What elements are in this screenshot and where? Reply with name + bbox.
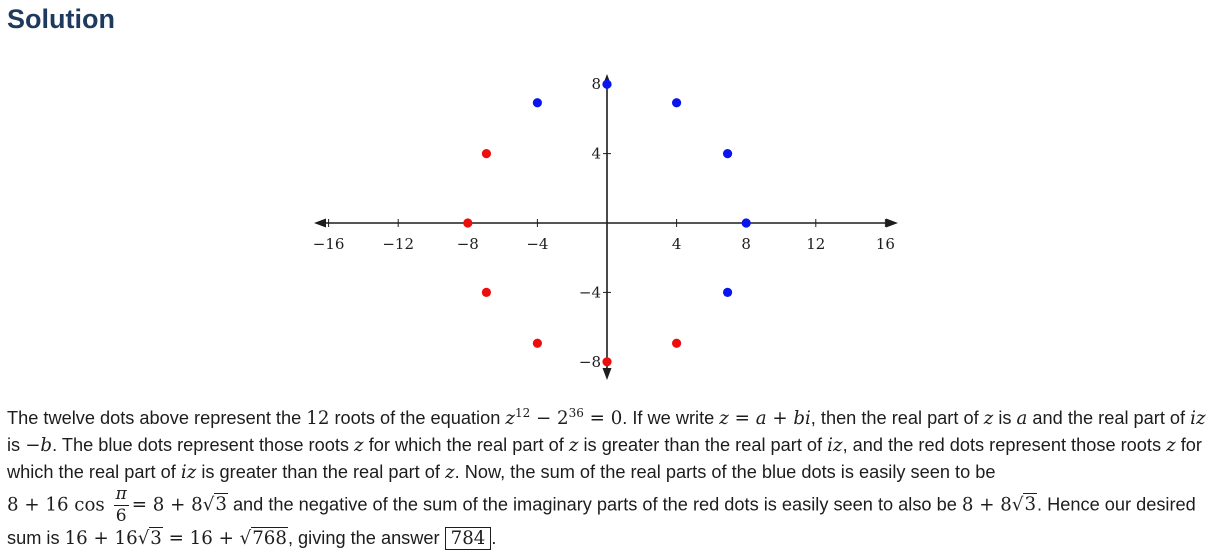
text: roots of the equation [329, 408, 506, 429]
text: is greater than the real part of [578, 435, 828, 456]
sqrt-symbol: √ [137, 528, 150, 550]
math: z [445, 462, 455, 484]
y-tick-label: −4 [578, 283, 601, 302]
y-tick-label: 4 [591, 144, 601, 163]
red-root-point [482, 288, 491, 297]
red-root-point [482, 149, 491, 158]
blue-root-point [742, 218, 751, 227]
math: 8 + 8 [961, 494, 1012, 516]
text: is greater than the real part of [196, 462, 445, 483]
x-tick-label: 4 [671, 235, 682, 253]
x-tick-label: −4 [526, 235, 549, 253]
x-tick-label: 12 [806, 235, 826, 253]
x-axis-left-arrow [314, 219, 326, 228]
red-root-point [463, 218, 472, 227]
math: iz [827, 435, 843, 457]
x-tick-label: −16 [312, 235, 345, 253]
fraction [114, 486, 129, 525]
blue-root-point [533, 98, 542, 107]
text: . [491, 528, 497, 549]
fraction-numerator: π [115, 484, 127, 505]
math: 768 [252, 528, 287, 550]
math: iz [180, 462, 197, 484]
solution-paragraph [7, 400, 1212, 552]
sqrt-symbol: √ [202, 494, 215, 516]
math: 3 [150, 528, 162, 550]
text: . If we write [622, 408, 720, 429]
y-tick-label: −8 [578, 352, 601, 371]
math: iz [1190, 408, 1206, 430]
blue-root-point [602, 80, 611, 89]
math: z [719, 408, 729, 430]
text: The twelve dots above represent the [7, 408, 307, 429]
blue-root-point [723, 149, 732, 158]
text: for which the real part of [363, 435, 569, 456]
math: 12 [306, 408, 330, 430]
text: and the negative of the sum of the imaginary parts of the red dots is easily seen to also be [227, 494, 962, 515]
math: z [983, 408, 994, 430]
x-tick-label: 16 [875, 235, 895, 253]
text: . Now, the sum of the real parts of the blue dots is easily seen to be [454, 462, 996, 483]
x-tick-label: −8 [456, 235, 479, 253]
math: a [1016, 408, 1028, 430]
math: −b [25, 435, 53, 457]
math: = 8 + 8 [131, 494, 203, 516]
math: − 2 [530, 408, 569, 430]
text: and the real part of [1027, 408, 1191, 429]
answer-box: 784 [445, 527, 492, 550]
sqrt-symbol: √ [239, 528, 252, 550]
text: , and the red dots represent those roots [842, 435, 1167, 456]
text: , then the real part of [810, 408, 984, 429]
text: . Hence our desired sum is [7, 494, 1196, 549]
solution-heading: Solution [7, 4, 115, 34]
fraction-denominator: 6 [115, 506, 127, 527]
math: 3 [1024, 494, 1037, 516]
math: z [354, 435, 364, 457]
x-tick-label: −12 [382, 235, 415, 253]
math-exponent: 12 [514, 406, 531, 420]
text: , giving the answer [287, 528, 445, 549]
red-root-point [533, 339, 542, 348]
math: 16 + 16 [64, 528, 138, 550]
y-axis-bottom-arrow [603, 368, 612, 380]
math: z [568, 435, 579, 457]
text: is [993, 408, 1017, 429]
math: = 0 [583, 408, 623, 430]
text: is [7, 435, 26, 456]
math: = a + bi [728, 408, 811, 430]
math: 8 + 16 cos [7, 494, 111, 516]
math: z [1166, 435, 1176, 457]
text: for which the real part of [7, 435, 1202, 483]
red-root-point [672, 339, 681, 348]
blue-root-point [672, 98, 681, 107]
math: = 16 + [162, 528, 240, 550]
blue-root-point [723, 288, 732, 297]
x-axis-right-arrow [886, 219, 898, 228]
sqrt-symbol: √ [1011, 494, 1024, 516]
text: . The blue dots represent those roots [52, 435, 355, 456]
red-root-point [602, 357, 611, 366]
math: z [505, 408, 515, 430]
math-exponent: 36 [568, 406, 584, 420]
math: 3 [215, 494, 227, 516]
complex-plane-plot [300, 72, 910, 392]
x-tick-label: 8 [741, 235, 751, 253]
y-tick-label: 8 [591, 75, 601, 94]
